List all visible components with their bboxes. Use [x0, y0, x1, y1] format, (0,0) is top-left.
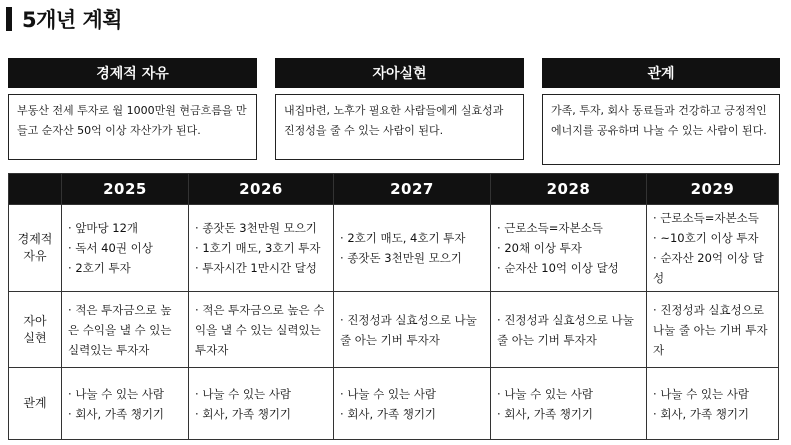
plan-item-list [653, 384, 772, 424]
plan-cell [647, 368, 779, 440]
plan-cell [62, 368, 189, 440]
plan-item: · 회사, 가족 챙기기 [340, 404, 484, 424]
plan-cell [491, 292, 647, 368]
plan-item: · 20채 이상 투자 [497, 238, 640, 258]
title-accent-bar [6, 7, 12, 31]
plan-item: · 순자산 20억 이상 달성 [653, 248, 772, 288]
plan-item: · 회사, 가족 챙기기 [195, 404, 327, 424]
plan-item: · 2호기 매도, 4호기 투자 [340, 228, 484, 248]
year-header-row [9, 174, 779, 205]
goal-heading-relation: 관계 [542, 58, 780, 88]
plan-item-list [68, 218, 182, 278]
plan-item-list [497, 218, 640, 278]
plan-item-list [68, 384, 182, 424]
plan-item: · 나눌 수 있는 사람 [497, 384, 640, 404]
plan-cell [647, 292, 779, 368]
goal-body-relation: 가족, 투자, 회사 동료들과 건강하고 긍정적인 에너지를 공유하며 나눌 수 있는 사람이 된다. [542, 94, 780, 165]
plan-item: · 나눌 수 있는 사람 [653, 384, 772, 404]
plan-cell [334, 292, 491, 368]
plan-cell [334, 205, 491, 292]
plan-item-list [195, 300, 327, 360]
plan-item: · 나눌 수 있는 사람 [68, 384, 182, 404]
plan-item-list [195, 384, 327, 424]
plan-cell [189, 205, 334, 292]
row-category: 경제적 자유 [9, 205, 62, 292]
plan-cell [334, 368, 491, 440]
table-row [9, 205, 779, 292]
plan-item-list [653, 208, 772, 288]
plan-cell [62, 292, 189, 368]
plan-cell [491, 368, 647, 440]
plan-item: · ~10호기 이상 투자 [653, 228, 772, 248]
year-header: 2026 [189, 174, 334, 205]
plan-item: · 진정성과 실효성으로 나눌 줄 아는 기버 투자자 [653, 300, 772, 360]
plan-item-list [340, 310, 484, 350]
plan-cell [647, 205, 779, 292]
row-category: 자아 실현 [9, 292, 62, 368]
plan-item: · 적은 투자금으로 높은 수익을 낼 수 있는 실력있는 투자자 [68, 300, 182, 360]
page-title: 5개년 계획 [22, 8, 123, 32]
plan-item: · 독서 40권 이상 [68, 238, 182, 258]
plan-cell [189, 368, 334, 440]
page-title-block [6, 4, 122, 34]
plan-item: · 회사, 가족 챙기기 [68, 404, 182, 424]
plan-cell [62, 205, 189, 292]
plan-item-list [195, 218, 327, 278]
year-header: 2025 [62, 174, 189, 205]
table-row [9, 368, 779, 440]
goal-heading-self: 자아실현 [275, 58, 524, 88]
goal-body-self: 내집마련, 노후가 필요한 사람들에게 실효성과 진정성을 줄 수 있는 사람이 된다. [275, 94, 524, 160]
plan-item: · 진정성과 실효성으로 나눌 줄 아는 기버 투자자 [497, 310, 640, 350]
plan-item: · 나눌 수 있는 사람 [195, 384, 327, 404]
year-header: 2028 [491, 174, 647, 205]
plan-item: · 근로소득=자본소득 [653, 208, 772, 228]
plan-item-list [497, 384, 640, 424]
year-header: 2027 [334, 174, 491, 205]
plan-item-list [653, 300, 772, 360]
plan-cell [491, 205, 647, 292]
plan-item: · 2호기 투자 [68, 258, 182, 278]
goal-body-economic: 부동산 전세 투자로 월 1000만원 현금흐름을 만들고 순자산 50억 이상 자산가가 된다. [8, 94, 257, 160]
plan-item: · 순자산 10억 이상 달성 [497, 258, 640, 278]
plan-item: · 1호기 매도, 3호기 투자 [195, 238, 327, 258]
plan-item: · 진정성과 실효성으로 나눌 줄 아는 기버 투자자 [340, 310, 484, 350]
plan-table [8, 173, 779, 440]
plan-item-list [340, 228, 484, 268]
plan-item-list [497, 310, 640, 350]
corner-cell [9, 174, 62, 205]
plan-item: · 나눌 수 있는 사람 [340, 384, 484, 404]
plan-item: · 근로소득=자본소득 [497, 218, 640, 238]
year-header: 2029 [647, 174, 779, 205]
table-row [9, 292, 779, 368]
plan-cell [189, 292, 334, 368]
goal-heading-economic: 경제적 자유 [8, 58, 257, 88]
plan-item-list [68, 300, 182, 360]
plan-item: · 적은 투자금으로 높은 수익을 낼 수 있는 실력있는 투자자 [195, 300, 327, 360]
plan-item: · 종잣돈 3천만원 모으기 [340, 248, 484, 268]
plan-item: · 앞마당 12개 [68, 218, 182, 238]
plan-item: · 회사, 가족 챙기기 [497, 404, 640, 424]
row-category: 관계 [9, 368, 62, 440]
plan-item: · 회사, 가족 챙기기 [653, 404, 772, 424]
plan-item: · 종잣돈 3천만원 모으기 [195, 218, 327, 238]
plan-item: · 투자시간 1만시간 달성 [195, 258, 327, 278]
plan-item-list [340, 384, 484, 424]
